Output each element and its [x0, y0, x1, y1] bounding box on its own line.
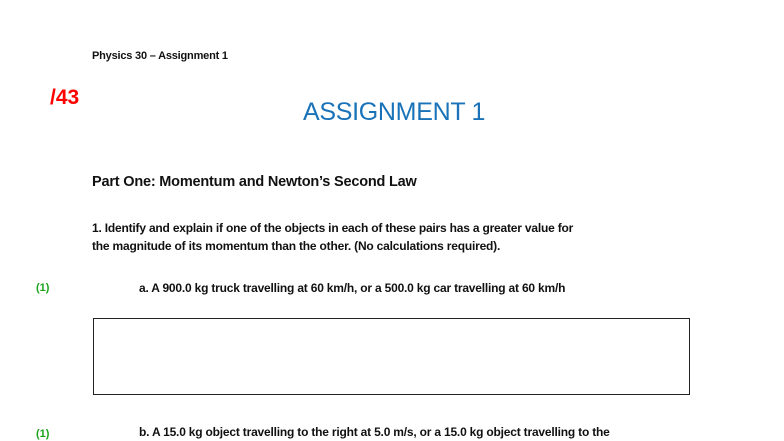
- total-score: /43: [50, 86, 80, 109]
- subquestion-a: a. A 900.0 kg truck travelling at 60 km/h, or a 500.0 kg car travelling at 60 km/h: [139, 281, 566, 295]
- question-text-line1: if one of the objects in each of these pairs has a greater value for: [212, 221, 574, 235]
- subquestion-b: b. A 15.0 kg object travelling to the right at 5.0 m/s, or a 15.0 kg object travelling to the: [139, 425, 610, 439]
- part-heading: Part One: Momentum and Newton’s Second Law: [92, 174, 417, 190]
- question-lead: Identify and explain: [104, 221, 213, 235]
- question-1: [92, 219, 692, 255]
- question-number: 1.: [92, 221, 102, 235]
- mark-part-a: (1): [36, 282, 50, 294]
- course-header: Physics 30 – Assignment 1: [92, 50, 228, 62]
- mark-part-b: (1): [36, 428, 50, 440]
- assignment-title: ASSIGNMENT 1: [303, 98, 486, 126]
- question-text-line2: the magnitude of its momentum than the other. (No calculations required).: [92, 239, 501, 253]
- answer-box-a[interactable]: [93, 318, 690, 395]
